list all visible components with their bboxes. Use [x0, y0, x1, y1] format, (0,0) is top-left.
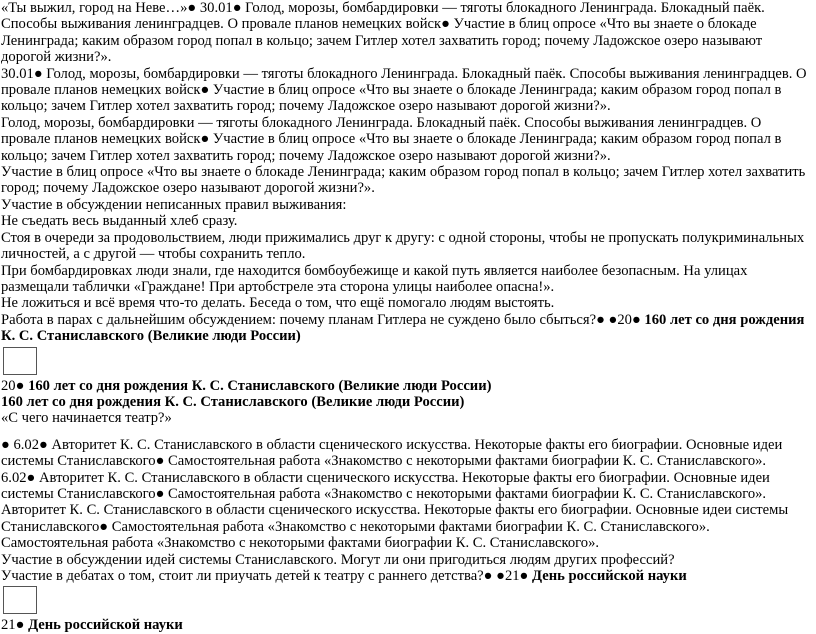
paragraph-leningrad-date: 30.01● Голод, морозы, бомбардировки — тяготы блокадного Ленинграда. Блокадный паёк. Способы выживания ленинградцев. О провале планов немецких войск● Участие в блиц опросе «Что вы знаете о блокаде Ленинграда; каким образом город попал в кольцо; зачем Гитлер хотел захватить город; почему Ладожское озеро называют дорогой жизни?». [1, 65, 807, 115]
paragraph-science-day [1, 617, 813, 633]
stanislavsky-date-prefix: 20● [1, 377, 29, 394]
paragraph-lesson-leningrad: «Ты выжил, город на Неве…»● 30.01● Голод, морозы, бомбардировки — тяготы блокадного Ленинграда. Блокадный паёк. Способы выживания ленинградцев. О провале планов немецких войск● Участие в блиц опросе «Что вы знаете о блокаде Ленинграда; каким образом город попал в кольцо; зачем Гитлер хотел захватить город; почему Ладожское озеро называют дорогой жизни?». [1, 0, 765, 66]
stanislavsky-heading-inline: 160 лет со дня рождения К. С. Станиславского (Великие люди России) [1, 311, 805, 345]
debates-text: Участие в дебатах о том, стоит ли приучать детей к театру с раннего детства?● ●21● [1, 568, 532, 584]
science-day-heading: День российской науки [28, 617, 183, 634]
science-day-prefix: 21● [1, 617, 29, 634]
paragraph-rule-bombing: При бомбардировках люди знали, где находится бомбоубежище и какой путь является наиболее безопасным. На улицах размещали таблички «Граждане! При артобстреле эта сторона улицы наиболее опасна!». [1, 262, 748, 295]
paragraph-rules-intro: Участие в обсуждении неписанных правил выживания: [1, 196, 347, 213]
paragraph-stanislavsky-lesson: ● 6.02● Авторитет К. С. Станиславского в области сценического искусства. Некоторые факты его биографии. Основные идеи системы Станиславского● Самостоятельная работа «Знакомство с некоторыми фактами биографии К. С. Станиславского». [1, 436, 783, 470]
stanislavsky-heading: 160 лет со дня рождения К. С. Станиславского (Великие люди России) [1, 393, 465, 410]
pair-work-text: Работа в парах с дальнейшим обсуждением: почему планам Гитлера не суждено было сбыться?● ●20● [1, 311, 645, 328]
paragraph-debates [1, 568, 813, 584]
paragraph-system-discussion: Участие в обсуждении идей системы Станиславского. Могут ли они пригодиться людям других профессий? [1, 551, 675, 568]
paragraph-leningrad-content: Голод, морозы, бомбардировки — тяготы блокадного Ленинграда. Блокадный паёк. Способы выживания ленинградцев. О провале планов немецких войск● Участие в блиц опросе «Что вы знаете о блокаде Ленинграда; каким образом город попал в кольцо; зачем Гитлер хотел захватить город; почему Ладожское озеро называют дорогой жизни?». [1, 114, 782, 164]
theatre-title: «С чего начинается театр?» [1, 410, 172, 427]
paragraph-rule-activity: Не ложиться и всё время что-то делать. Беседа о том, что ещё помогало людям выстоять. [1, 295, 555, 312]
paragraph-independent-work: Самостоятельная работа «Знакомство с некоторыми фактами биографии К. С. Станиславского». [1, 535, 600, 552]
paragraph-stanislavsky-date [1, 378, 813, 394]
empty-table-cell [3, 347, 37, 375]
stanislavsky-heading-dated: 160 лет со дня рождения К. С. Станиславского (Великие люди России) [28, 377, 492, 394]
paragraph-rule-bread: Не съедать весь выданный хлеб сразу. [1, 213, 238, 230]
paragraph-rule-queue: Стоя в очереди за продовольствием, люди прижимались друг к другу: с одной стороны, чтобы не пропускать полукриминальных личностей, а с другой — чтобы сохранить тепло. [1, 229, 805, 263]
paragraph-stanislavsky-content: Авторитет К. С. Станиславского в области сценического искусства. Некоторые факты его биографии. Основные идеи системы Станиславского● Самостоятельная работа «Знакомство с некоторыми фактами биографии К. С. Станиславского». [1, 502, 789, 535]
paragraph-pair-work [1, 312, 813, 345]
empty-table-cell-2 [3, 586, 37, 614]
paragraph-stanislavsky-date-content: 6.02● Авторитет К. С. Станиславского в области сценического искусства. Некоторые факты его биографии. Основные идеи системы Станиславского● Самостоятельная работа «Знакомство с некоторыми фактами биографии К. С. Станиславского». [1, 469, 770, 502]
science-day-heading-inline: День российской науки [532, 568, 687, 584]
paragraph-blitz-survey: Участие в блиц опросе «Что вы знаете о блокаде Ленинграда; каким образом город попал в кольцо; зачем Гитлер хотел захватить город; почему Ладожское озеро называют дорогой жизни?». [1, 164, 806, 197]
